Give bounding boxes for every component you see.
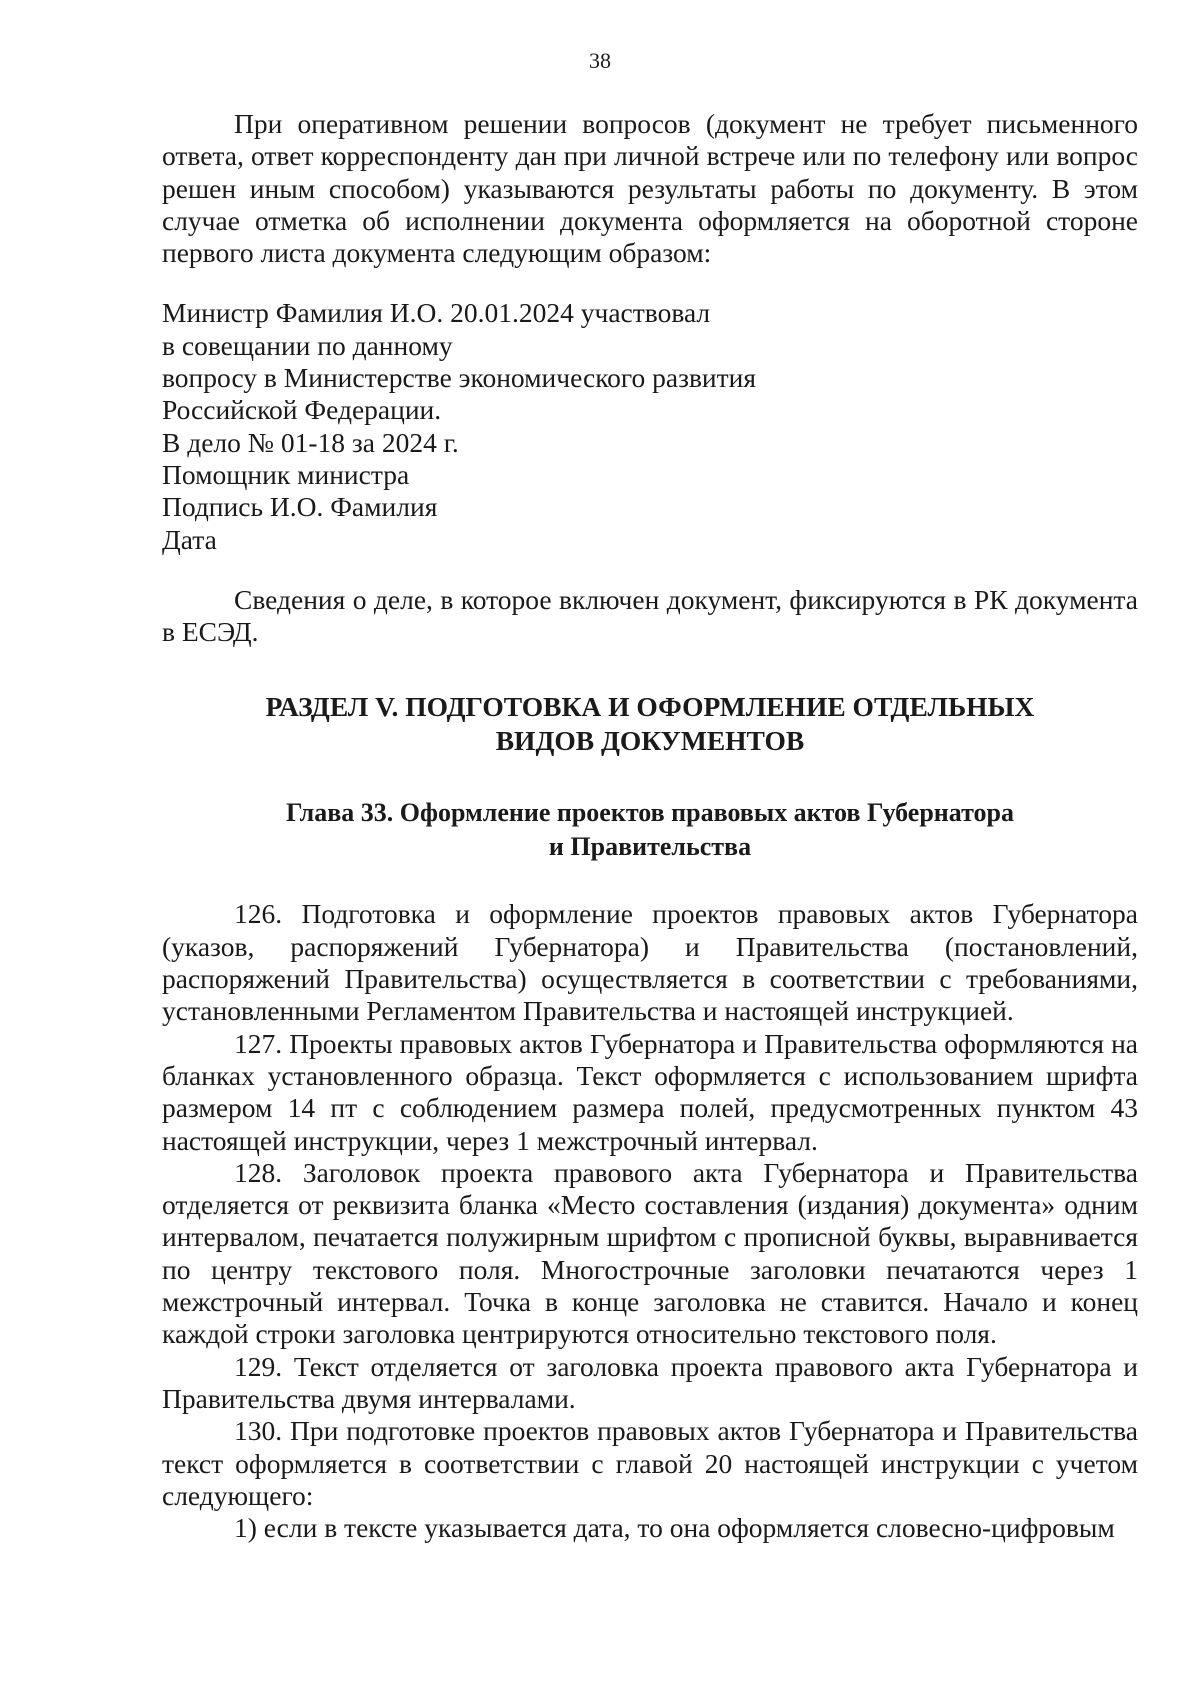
item-130: 130. При подготовке проектов правовых актов Губернатора и Правительства текст оформляется в соответствии с главой 20 настоящей инструкции с учетом следующего: — [162, 1415, 1138, 1511]
item-127: 127. Проекты правовых актов Губернатора и Правительства оформляются на бланках установленного образца. Текст оформляется с использованием шрифта размером 14 пт с соблюдением размера полей, предусмотренных пунктом 43 настоящей инструкции, через 1 межстрочный интервал. — [162, 1027, 1138, 1156]
note-line: Дата — [162, 523, 217, 555]
section-heading — [162, 690, 1138, 758]
section-heading-line: ВИДОВ ДОКУМЕНТОВ — [495, 725, 805, 757]
item-129: 129. Текст отделяется от заголовка проекта правового акта Губернатора и Правительства двумя интервалами. — [162, 1350, 1138, 1414]
chapter-heading-line: и Правительства — [548, 832, 752, 862]
note-line: Российской Федерации. — [162, 394, 442, 426]
execution-note — [162, 297, 1138, 555]
section-heading-line: РАЗДЕЛ V. ПОДГОТОВКА И ОФОРМЛЕНИЕ ОТДЕЛЬНЫХ — [265, 691, 1035, 723]
item-128: 128. Заголовок проекта правового акта Губернатора и Правительства отделяется от реквизита бланка «Место составления (издания) документа» одним интервалом, печатается полужирным шрифтом с прописной буквы, выравнивается по центру текстового поля. Многострочные заголовки печатаются через 1 межстрочный интервал. Точка в конце заголовка не ставится. Начало и конец каждой строки заголовка центрируются относительно текстового поля. — [162, 1156, 1138, 1350]
note-line: Министр Фамилия И.О. 20.01.2024 участвовал — [162, 297, 711, 329]
note-line: Подпись И.О. Фамилия — [162, 491, 438, 523]
document-body — [162, 108, 1138, 1544]
case-info-paragraph: Сведения о деле, в которое включен документ, фиксируются в РК документа в ЕСЭД. — [162, 583, 1138, 648]
item-130-subitem-1: 1) если в тексте указывается дата, то она оформляется словесно-цифровым — [234, 1512, 1115, 1544]
chapter-heading-line: Глава 33. Оформление проектов правовых актов Губернатора — [286, 798, 1014, 828]
page-number: 38 — [589, 48, 611, 73]
note-line: В дело № 01-18 за 2024 г. — [162, 426, 459, 458]
intro-paragraph: При оперативном решении вопросов (документ не требует письменного ответа, ответ корреспонденту дан при личной встрече или по телефону или вопрос решен иным способом) указываются результаты работы по документу. В этом случае отметка об исполнении документа оформляется на оборотной стороне первого листа документа следующим образом: — [162, 108, 1138, 269]
item-126: 126. Подготовка и оформление проектов правовых актов Губернатора (указов, распоряжений Губернатора) и Правительства (постановлений, распоряжений Правительства) осуществляется в соответствии с требованиями, установленными Регламентом Правительства и настоящей инструкцией. — [162, 898, 1138, 1027]
note-line: в совещании по данному — [162, 329, 453, 361]
note-line: вопросу в Министерстве экономического развития — [162, 362, 757, 394]
chapter-heading — [162, 796, 1138, 864]
note-line: Помощник министра — [162, 458, 410, 490]
